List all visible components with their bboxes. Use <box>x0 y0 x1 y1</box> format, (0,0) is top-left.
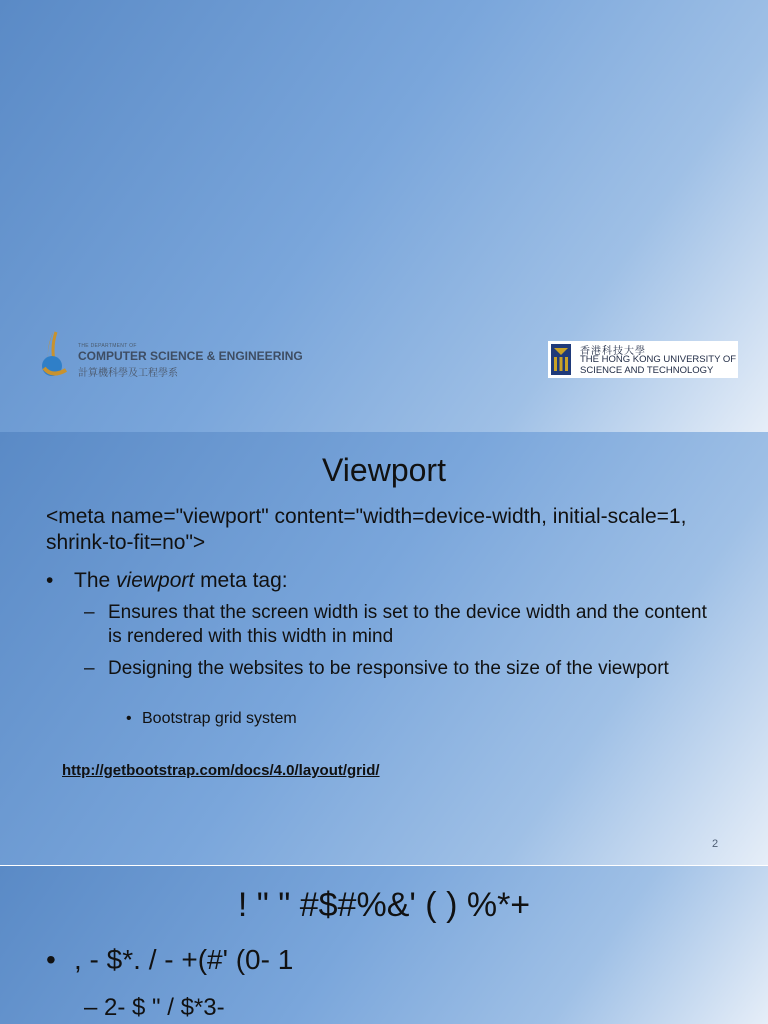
dash-bullet-icon: – <box>84 994 98 1021</box>
bullet-dot-icon: • <box>46 569 54 592</box>
sub-bullet-screen-width <box>84 601 724 649</box>
hkust-logo <box>548 341 738 378</box>
slide-title: ! " " #$#%&' ( ) %*+ <box>237 886 531 924</box>
bullet-dot-icon: • <box>46 944 56 975</box>
hkust-logo-english-line2: SCIENCE AND TECHNOLOGY <box>580 365 714 376</box>
sub-bullet-item <box>84 994 225 1022</box>
bullet-viewport-meta-tag <box>46 569 288 593</box>
bullet-item <box>46 944 293 976</box>
bullet-text: , - $*. / - +(#' (0- 1 <box>74 944 294 975</box>
bullet-suffix: meta tag: <box>194 569 288 592</box>
title-slide <box>0 0 768 432</box>
hkust-logo-english-line1: THE HONG KONG UNIVERSITY OF <box>580 354 737 365</box>
sub-sub-bullet-bootstrap <box>126 710 297 728</box>
cse-department-logo <box>40 328 303 380</box>
dash-bullet-icon: – <box>84 658 95 679</box>
dash-bullet-icon: – <box>84 602 95 623</box>
meta-tag-code: <meta name="viewport" content="width=device-width, initial-scale=1, shrink-to-fit=no"> <box>46 505 687 554</box>
cse-logo-small-text: THE DEPARTMENT OF <box>78 343 137 349</box>
cse-logo-chinese-text: 計算機科學及工程學系 <box>78 368 178 379</box>
cse-logo-main-text: COMPUTER SCIENCE & ENGINEERING <box>78 349 303 363</box>
bullet-prefix: The <box>74 569 117 592</box>
next-slide <box>0 866 768 1024</box>
slide-title: Viewport <box>322 452 446 488</box>
viewport-slide <box>0 432 768 865</box>
page-number: 2 <box>712 838 719 850</box>
bullet-emphasis: viewport <box>116 569 195 592</box>
sub-bullet-text: 2- $ " / $*3- <box>104 994 225 1021</box>
sub-bullet-text: Ensures that the screen width is set to the device width and the content is rendered with this width in mind <box>108 602 707 647</box>
sub-sub-bullet-text: Bootstrap grid system <box>142 710 297 727</box>
bullet-dot-icon: • <box>126 710 132 727</box>
hkust-logo-chinese-text: 香港科技大學 <box>580 346 646 357</box>
bootstrap-grid-link[interactable]: http://getbootstrap.com/docs/4.0/layout/grid/ <box>62 762 380 779</box>
hkust-emblem-icon <box>550 343 572 376</box>
cse-emblem-icon <box>40 328 74 380</box>
sub-bullet-responsive <box>84 657 724 681</box>
sub-bullet-text: Designing the websites to be responsive to the size of the viewport <box>108 658 669 679</box>
